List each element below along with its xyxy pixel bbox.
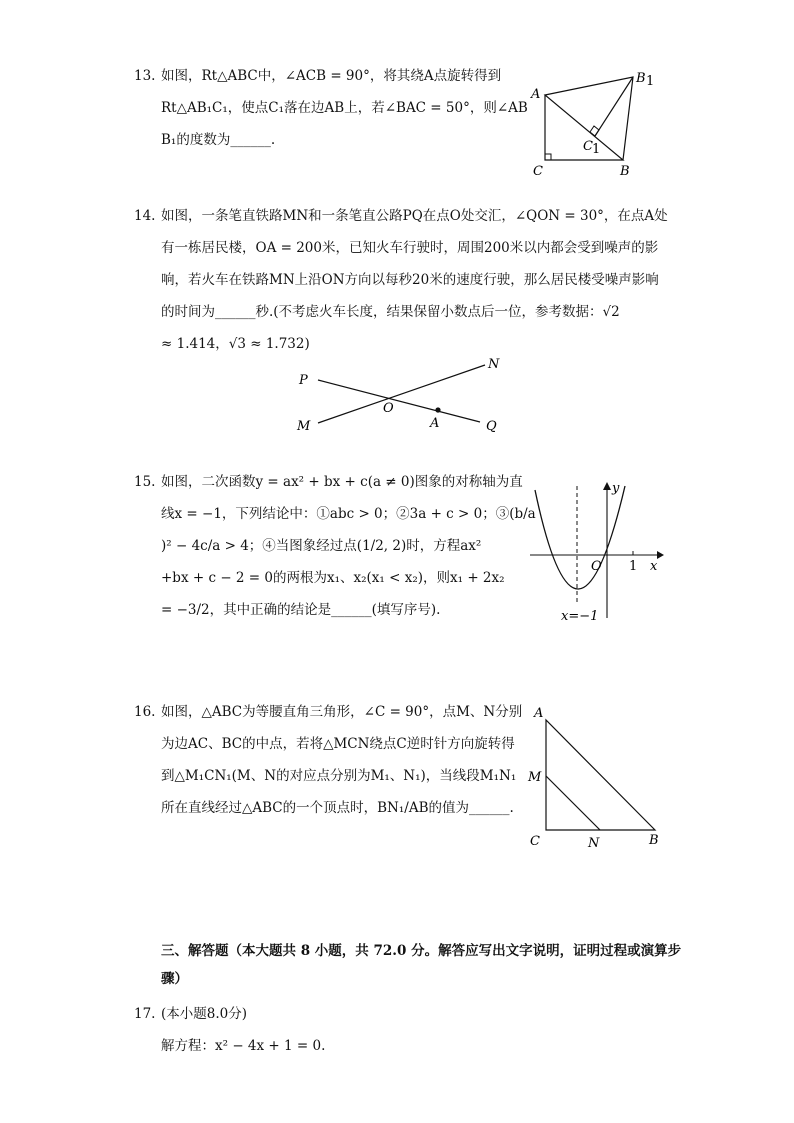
q14-label-o: O bbox=[383, 401, 394, 416]
q14-point-a bbox=[435, 407, 440, 412]
q15-line: = −3/2，其中正确的结论是______(填写序号). bbox=[161, 602, 441, 618]
q16-figure bbox=[525, 700, 665, 852]
q14-line-pq bbox=[318, 380, 480, 422]
q17-body: 解方程：x² − 4x + 1 = 0. bbox=[161, 1038, 326, 1054]
q16-label-c: C bbox=[530, 834, 540, 849]
section-3-line: 骤） bbox=[161, 971, 188, 987]
q15-text bbox=[161, 466, 536, 626]
q14-line: ≈ 1.414，√3 ≈ 1.732) bbox=[161, 336, 310, 352]
q16-triangle-abc bbox=[546, 720, 655, 830]
q15-label-y: y bbox=[612, 481, 620, 496]
q16-line: 如图，△ABC为等腰直角三角形，∠C = 90°，点M、N分别 bbox=[161, 704, 523, 720]
q15-label-axis: x=−1 bbox=[561, 609, 599, 624]
q15-figure bbox=[525, 478, 665, 628]
q13-label-c: C bbox=[533, 164, 543, 179]
q16-text bbox=[161, 696, 522, 824]
q13-label-b1: B bbox=[636, 71, 646, 86]
q17-number: 17. bbox=[134, 1006, 156, 1022]
q15-x-arrow bbox=[657, 551, 664, 559]
q15-y-arrow bbox=[603, 482, 611, 490]
q13-line: 如图，Rt△ABC中，∠ACB = 90°，将其绕A点旋转得到 bbox=[161, 68, 502, 84]
q13-label-c1: C bbox=[583, 139, 593, 154]
q16-label-b: B bbox=[649, 833, 659, 848]
q13-line: Rt△AB₁C₁，使点C₁落在边AB上，若∠BAC = 50°，则∠AB bbox=[161, 100, 528, 116]
q13-line: B₁的度数为______. bbox=[161, 132, 276, 148]
q16-number: 16. bbox=[134, 704, 156, 720]
q16-label-a: A bbox=[534, 706, 544, 721]
q13-label-a: A bbox=[531, 87, 541, 102]
q14-label-a: A bbox=[430, 416, 440, 431]
q14-label-q: Q bbox=[486, 419, 497, 434]
q13-right-angle-c bbox=[545, 154, 551, 160]
q16-segment-mn bbox=[546, 776, 600, 830]
q14-number: 14. bbox=[134, 208, 156, 224]
q14-line: 响，若火车在铁路MN上沿ON方向以每秒20米的速度行驶，那么居民楼受噪声影响 bbox=[161, 272, 659, 288]
q14-line-mn bbox=[318, 365, 485, 423]
q15-number: 15. bbox=[134, 474, 156, 490]
q17-text bbox=[161, 998, 325, 1062]
q14-text bbox=[161, 200, 668, 360]
q13-label-b1-sub: 1 bbox=[646, 74, 655, 89]
section-3-heading bbox=[161, 937, 681, 993]
q13-text bbox=[161, 60, 528, 156]
q16-line: 所在直线经过△ABC的一个顶点时，BN₁/AB的值为______. bbox=[161, 800, 514, 816]
q15-label-o: O bbox=[591, 559, 602, 574]
q17-header: (本小题8.0分) bbox=[161, 1006, 248, 1022]
q14-figure bbox=[290, 352, 510, 438]
q16-label-m: M bbox=[528, 770, 542, 785]
q14-line: 的时间为______秒.(不考虑火车长度，结果保留小数点后一位，参考数据：√2 bbox=[161, 304, 620, 320]
q15-line: +bx + c − 2 = 0的两根为x₁、x₂(x₁ < x₂)，则x₁ + 2x₂ bbox=[161, 570, 505, 586]
q14-label-p: P bbox=[299, 373, 308, 388]
q13-figure bbox=[525, 60, 665, 185]
q14-line: 有一栋居民楼，OA = 200米，已知火车行驶时，周围200米以内都会受到噪声的影 bbox=[161, 240, 659, 256]
q16-line: 为边AC、BC的中点，若将△MCN绕点C逆时针方向旋转得 bbox=[161, 736, 515, 752]
q13-label-b: B bbox=[620, 164, 630, 179]
q13-number: 13. bbox=[134, 68, 156, 84]
q13-label-c1-sub: 1 bbox=[592, 142, 601, 157]
q16-label-n: N bbox=[588, 836, 600, 851]
q15-parabola bbox=[535, 486, 625, 589]
q14-label-n: N bbox=[488, 357, 500, 372]
q14-label-m: M bbox=[297, 419, 311, 434]
q15-label-x: x bbox=[650, 559, 658, 574]
q15-line: 线x = −1，下列结论中：①abc > 0；②3a + c > 0；③(b/a bbox=[161, 506, 536, 522]
q15-line: 如图，二次函数y = ax² + bx + c(a ≠ 0)图象的对称轴为直 bbox=[161, 474, 523, 490]
q14-line: 如图，一条笔直铁路MN和一条笔直公路PQ在点O处交汇，∠QON = 30°，在点A处 bbox=[161, 208, 668, 224]
section-3-line: 三、解答题（本大题共 8 小题，共 72.0 分。解答应写出文字说明，证明过程或演算步 bbox=[161, 943, 682, 959]
q15-line: )² − 4c/a > 4；④当图象经过点(1/2, 2)时，方程ax² bbox=[161, 538, 482, 554]
q15-label-1: 1 bbox=[629, 559, 638, 574]
q16-line: 到△M₁CN₁(M、N的对应点分别为M₁、N₁)，当线段M₁N₁ bbox=[161, 768, 517, 784]
